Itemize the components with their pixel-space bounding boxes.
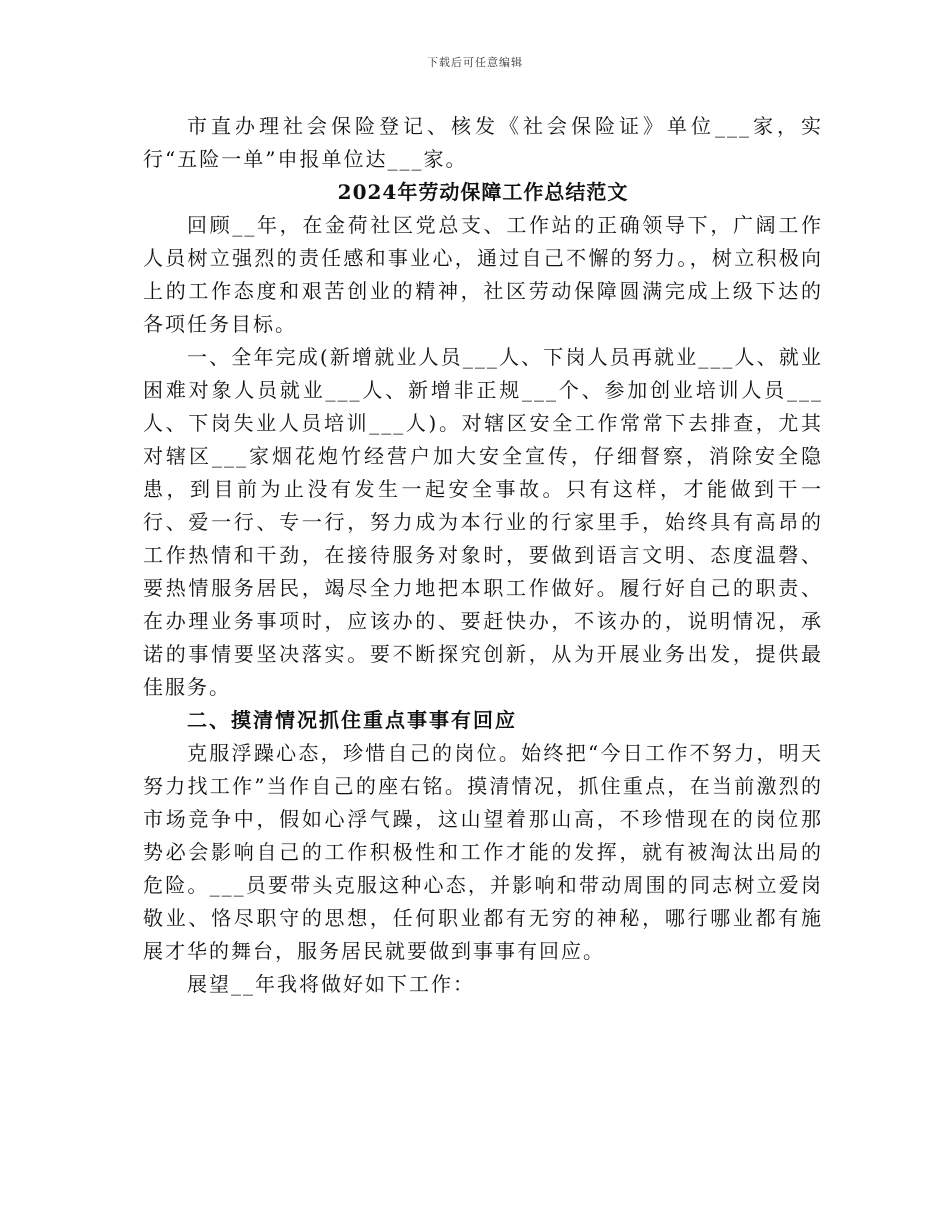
paragraph-review: 回顾__年，在金荷社区党总支、工作站的正确领导下，广阔工作人员树立强烈的责任感和事业心，通过自己不懈的努力。，树立积极向上的工作态度和艰苦创业的精神，社区劳动保障圆满完成上级下达的各项任务目标。: [143, 213, 823, 336]
paragraph-overcome-impetuousness: 克服浮躁心态，珍惜自己的岗位。始终把“今日工作不努力，明天努力找工作”当作自己的座右铭。摸清情况，抓住重点，在当前激烈的市场竞争中，假如心浮气躁，这山望着那山高，不珍惜现在的岗位那势必会影响自己的工作积极性和工作才能的发挥，就有被淘汰出局的危险。___员要带头克服这种心态，并影响和带动周围的同志树立爱岗敬业、恪尽职守的思想，任何职业都有无穷的神秘，哪行哪业都有施展才华的舞台，服务居民就要做到事事有回应。: [143, 741, 823, 963]
document-body: [143, 110, 823, 1001]
paragraph-outlook: 展望__年我将做好如下工作：: [187, 972, 475, 996]
page-header: 下载后可任意编辑: [427, 56, 523, 69]
intro-paragraph: 市直办理社会保险登记、核发《社会保险证》单位___家，实行“五险一单”申报单位达___家。: [143, 114, 823, 171]
section-heading: 二、摸清情况抓住重点事事有回应: [187, 708, 517, 732]
paragraph-annual-completion: 一、全年完成(新增就业人员___人、下岗人员再就业___人、就业困难对象人员就业___人、新增非正规___个、参加创业培训人员___人、下岗失业人员培训___人)。对辖区安全工作常常下去排查，尤其对辖区___家烟花炮竹经营户加大安全宣传，仔细督察，消除安全隐患，到目前为止没有发生一起安全事故。只有这样，才能做到干一行、爱一行、专一行，努力成为本行业的行家里手，始终具有高昂的工作热情和干劲，在接待服务对象时，要做到语言文明、态度温磬、要热情服务居民，竭尽全力地把本职工作做好。履行好自己的职责、在办理业务事项时，应该办的、要赶快办，不该办的，说明情况，承诺的事情要坚决落实。要不断探究创新，从为开展业务出发，提供最佳服务。: [143, 345, 823, 699]
document-title: 2024年劳动保障工作总结范文: [337, 180, 629, 204]
